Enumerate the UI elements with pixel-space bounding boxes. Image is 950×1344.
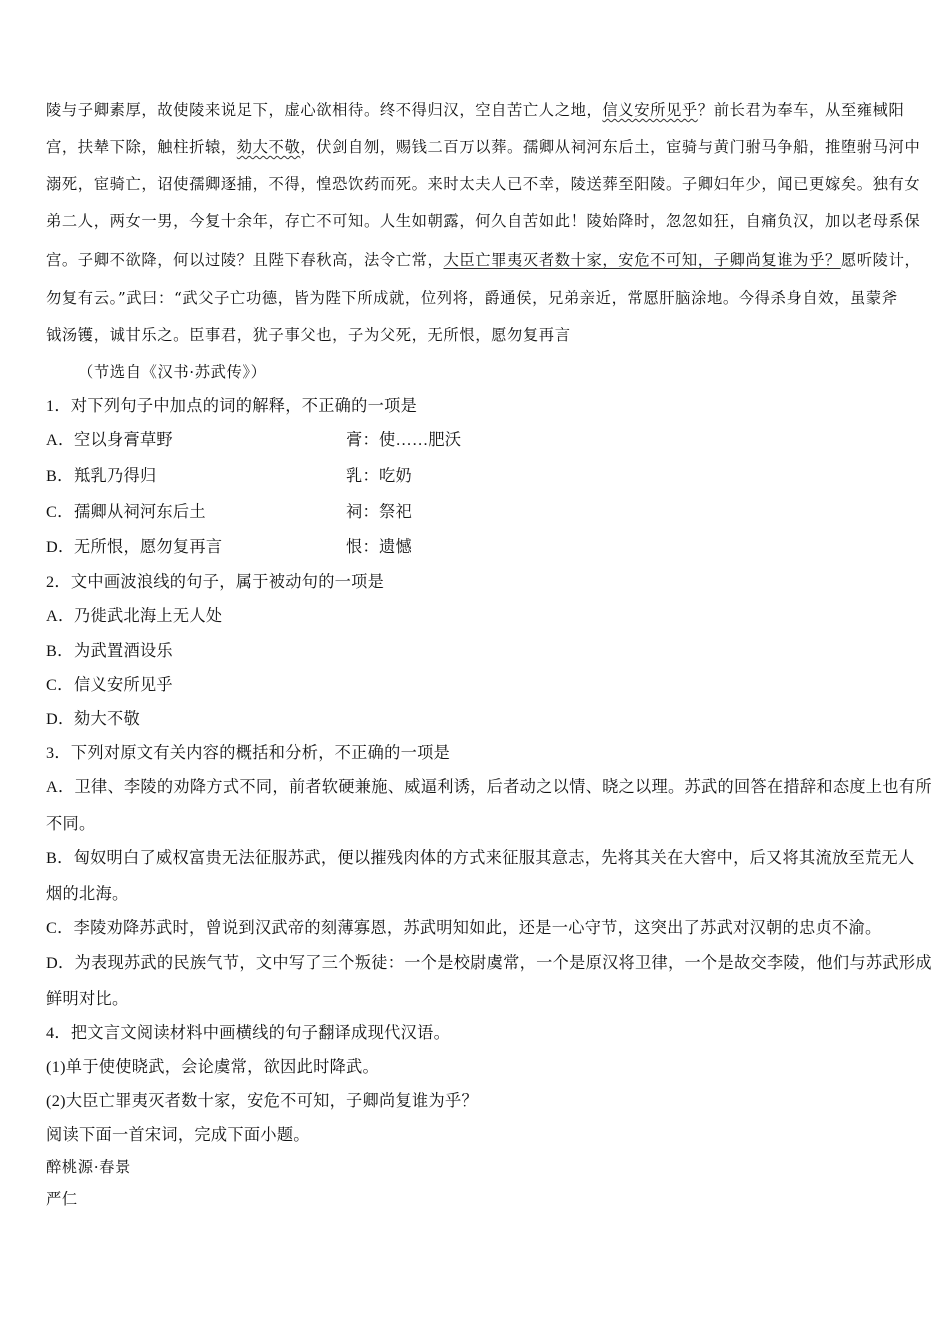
q1-option-b-gloss: 乳：吃奶 xyxy=(346,467,412,485)
wavy-underlined-sentence: 信义安所见乎 xyxy=(602,101,698,119)
passage-line-6: 勿复有云。”武曰：“武父子亡功德，皆为陛下所成就，位列将，爵通侯，兄弟亲近，常愿肝脑涂地。今得杀身自效，虽蒙斧 xyxy=(46,289,898,307)
poem-author: 严仁 xyxy=(46,1190,78,1208)
q3-option-a-line-2: 不同。 xyxy=(46,815,96,833)
q1-option-d-gloss: 恨：遗憾 xyxy=(346,538,412,556)
q2-option-a: A．乃徙武北海上无人处 xyxy=(46,607,223,625)
passage-line-3: 溺死，宦骑亡，诏使孺卿逐捕，不得，惶恐饮药而死。来时太夫人已不幸，陵送葬至阳陵。子卿妇年少，闻已更嫁矣。独有女 xyxy=(46,175,921,193)
q2-option-b: B．为武置酒设乐 xyxy=(46,642,173,660)
wavy-underlined-sentence: 劾大不敬 xyxy=(236,138,301,156)
q3-stem: 3．下列对原文有关内容的概括和分析，不正确的一项是 xyxy=(46,744,451,762)
q2-option-d: D．劾大不敬 xyxy=(46,710,140,728)
q4-sentence-2: (2)大臣亡罪夷灭者数十家，安危不可知，子卿尚复谁为乎？ xyxy=(46,1092,478,1110)
q2-stem: 2．文中画波浪线的句子，属于被动句的一项是 xyxy=(46,573,385,591)
q4-stem: 4．把文言文阅读材料中画横线的句子翻译成现代汉语。 xyxy=(46,1024,451,1042)
passage-line-4: 弟二人，两女一男，今复十余年，存亡不可知。人生如朝露，何久自苦如此！陵始降时，忽忽如狂，自痛负汉，加以老母系保 xyxy=(46,212,921,230)
q1-option-b: B．羝乳乃得归 乳：吃奶 xyxy=(46,467,412,485)
q2-option-c: C．信义安所见乎 xyxy=(46,676,173,694)
q3-option-b-line-1: B．匈奴明白了威权富贵无法征服苏武，便以摧残肉体的方式来征服其意志，先将其关在大窖中，后又将其流放至荒无人 xyxy=(46,849,915,867)
q3-option-b-line-2: 烟的北海。 xyxy=(46,885,129,903)
q1-option-a-gloss: 膏：使……肥沃 xyxy=(346,431,462,449)
q3-option-d-line-2: 鲜明对比。 xyxy=(46,990,129,1008)
poem-title: 醉桃源·春景 xyxy=(46,1158,131,1176)
q3-option-d-line-1: D．为表现苏武的民族气节，文中写了三个叛徒：一个是校尉虞常，一个是原汉将卫律，一个是故交李陵，他们与苏武形成 xyxy=(46,954,932,972)
q1-option-d: D．无所恨，愿勿复再言 恨：遗憾 xyxy=(46,538,412,556)
q3-option-c: C．李陵劝降苏武时，曾说到汉武帝的刻薄寡恩，苏武明知如此，还是一心守节，这突出了苏武对汉朝的忠贞不渝。 xyxy=(46,919,882,937)
poem-intro: 阅读下面一首宋词，完成下面小题。 xyxy=(46,1126,310,1144)
q1-stem: 1．对下列句子中加点的词的解释，不正确的一项是 xyxy=(46,397,418,415)
q4-sentence-1: (1)单于使使晓武，会论虞常，欲因此时降武。 xyxy=(46,1058,380,1076)
passage-line-1: 陵与子卿素厚，故使陵来说足下，虚心欲相待。终不得归汉，空自苦亡人之地，信义安所见乎？前长君为奉车，从至雍棫阳 xyxy=(46,101,905,119)
q1-option-c: C．孺卿从祠河东后土 祠：祭祀 xyxy=(46,503,412,521)
q1-option-c-gloss: 祠：祭祀 xyxy=(346,503,412,521)
q3-option-a-line-1: A．卫律、李陵的劝降方式不同，前者软硬兼施、威逼利诱，后者动之以情、晓之以理。苏武的回答在措辞和态度上也有所 xyxy=(46,778,932,796)
passage-line-5: 宫。子卿不欲降，何以过陵？且陛下春秋高，法令亡常，大臣亡罪夷灭者数十家，安危不可知，子卿尚复谁为乎？愿听陵计， xyxy=(46,251,921,269)
passage-source: （节选自《汉书·苏武传》） xyxy=(78,363,267,381)
passage-line-2: 宫，扶辇下除，触柱折辕，劾大不敬，伏剑自刎，赐钱二百万以葬。孺卿从祠河东后土，宦骑与黄门驸马争船，推堕驸马河中 xyxy=(46,138,921,156)
q1-option-a: A．空以身膏草野 膏：使……肥沃 xyxy=(46,431,462,449)
underlined-sentence: 大臣亡罪夷灭者数十家，安危不可知，子卿尚复谁为乎？ xyxy=(443,251,841,269)
passage-line-7: 钺汤镬，诚甘乐之。臣事君，犹子事父也，子为父死，无所恨，愿勿复再言 xyxy=(46,326,571,344)
